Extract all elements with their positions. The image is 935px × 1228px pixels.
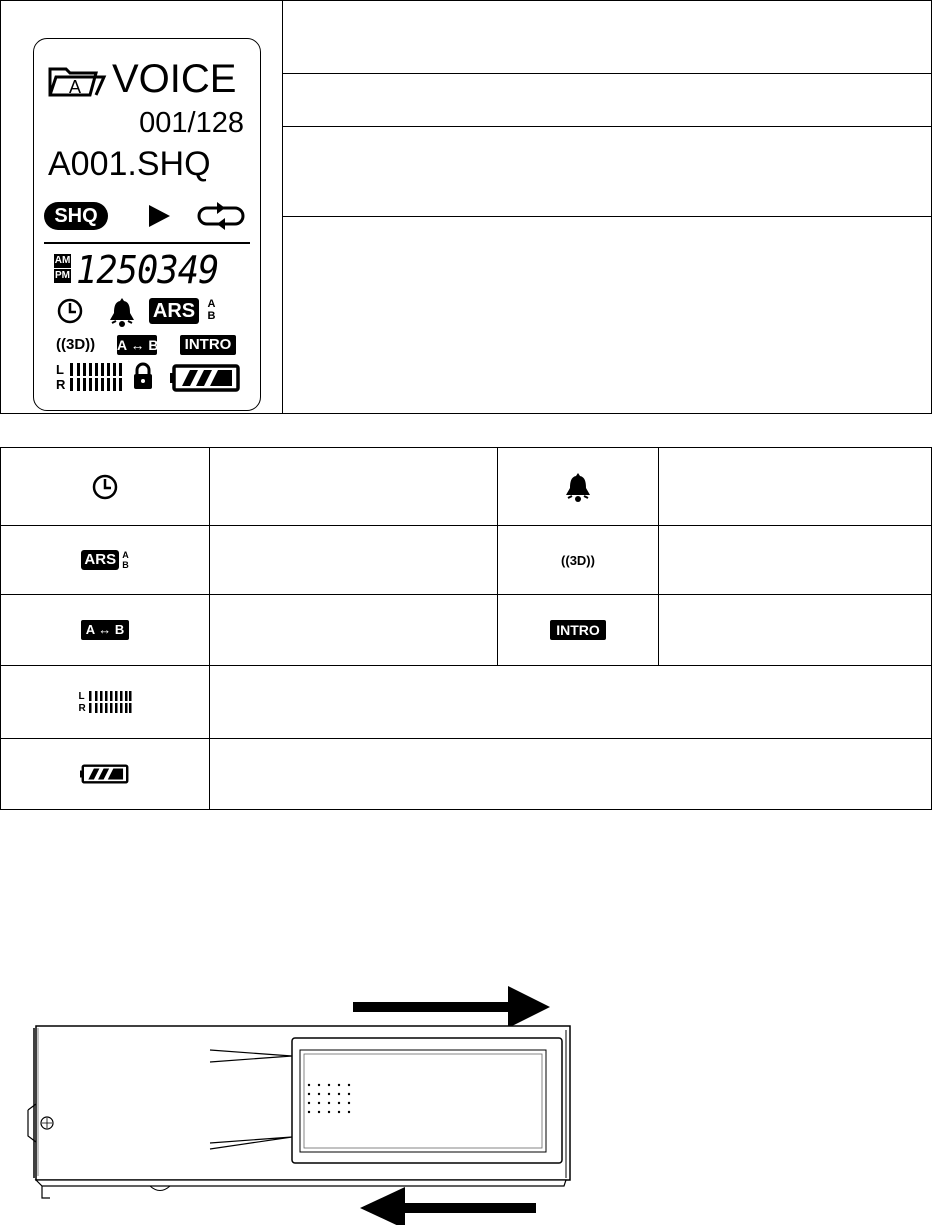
intro-description — [659, 595, 931, 665]
clock-icon — [1, 448, 209, 525]
repeat-icon — [197, 201, 245, 231]
folder-letter: A — [68, 77, 82, 97]
folder-a-icon — [48, 65, 108, 97]
description-row-4 — [283, 217, 931, 413]
surround-3d-indicator: ((3D)) — [561, 552, 595, 568]
intro-indicator: INTRO — [498, 595, 658, 665]
intro-indicator: INTRO — [180, 335, 236, 355]
quality-badge: SHQ — [44, 202, 108, 230]
description-row-2 — [283, 74, 931, 127]
description-row-1 — [283, 1, 931, 74]
alarm-bell-icon — [109, 296, 135, 328]
ars-indicator: ARS A B — [149, 298, 215, 324]
am-pm-indicator: AM PM — [54, 255, 71, 281]
battery-description — [210, 739, 931, 809]
surround-description — [659, 526, 931, 594]
lcd-screen — [33, 38, 261, 411]
file-name: A001.SHQ — [48, 145, 211, 183]
level-meter: L R — [56, 362, 124, 392]
voice-recorder-side-view — [20, 980, 580, 1225]
lcd-illustration-cell — [1, 1, 283, 413]
clock-digits: 1250349 — [76, 248, 219, 292]
play-icon — [146, 203, 172, 229]
ars-indicator: ARS A B — [1, 526, 209, 594]
battery-icon — [1, 739, 209, 809]
folder-name: VOICE — [112, 57, 237, 101]
surround-3d-indicator: ((3D)) — [56, 336, 96, 353]
lcd-divider — [44, 242, 250, 244]
ars-description — [210, 526, 497, 594]
lock-icon — [132, 362, 154, 390]
ab-repeat-indicator: A ↔ B — [1, 595, 209, 665]
level-meter: L R — [1, 666, 209, 738]
battery-icon — [170, 364, 242, 392]
track-counter: 001/128 — [139, 107, 244, 139]
level-meter-description — [210, 666, 931, 738]
ab-repeat-description — [210, 595, 497, 665]
alarm-bell-icon — [498, 448, 658, 525]
clock-icon — [56, 297, 84, 325]
icon-legend-table — [0, 447, 932, 810]
arrow-left-icon — [360, 1187, 536, 1225]
description-row-3 — [283, 127, 931, 217]
lcd-display-table — [0, 0, 932, 414]
clock-description — [210, 448, 497, 525]
arrow-right-icon — [353, 986, 550, 1028]
alarm-description — [659, 448, 931, 525]
ab-repeat-indicator: A ↔ B — [117, 337, 159, 353]
